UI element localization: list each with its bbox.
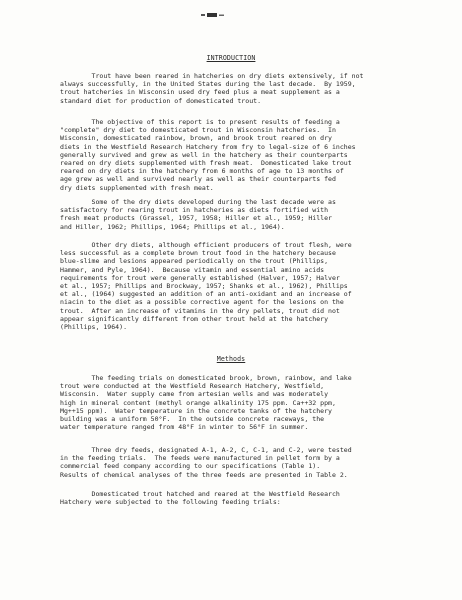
intro-paragraph-3: Some of the dry diets developed during the last decade were as satisfactory for rearing trout in hatcheries as diets fortified with fresh meat products (Grassel, 1957, 1958; Hiller et al., 1959; Hiller and Hiller, 1962; Phillips, 1964; Phillips et al., 1964). [60,198,336,231]
intro-paragraph-2: The objective of this report is to present results of feeding a "complete" dry diet to domesticated trout in Wisconsin hatcheries. In Wisconsin, domesticated rainbow, brown, and brook trout reared on dry diets in the Westfield Research Hatchery from fry to legal-size of 6 inches generally survived and grew as well in the hatchery as their counterparts reared on dry diets supplemented with fresh meat. Domesticated lake trout reared on dry diets in the hatchery from 6 months of age to 13 months of age grew as well and survived nearly as well as their counterparts fed dry diets supplemented with fresh meat. [60,118,356,192]
intro-paragraph-1: Trout have been reared in hatcheries on dry diets extensively, if not always successfully, in the United States during the last decade. By 1959, trout hatcheries in Wisconsin used dry feed plus a meat supplement as a standard diet for production of domesticated trout. [60,72,364,105]
methods-paragraph-2: Three dry feeds, designated A-1, A-2, C, C-1, and C-2, were tested in the feeding trials. The feeds were manufactured in pellet form by a commercial feed company according to our specifications (Table 1). Results of chemical analyses of the three feeds are presented in Table 2. [60,446,352,479]
ink-mark [200,12,226,18]
methods-paragraph-3: Domesticated trout hatched and reared at the Westfield Research Hatchery were subjected to the following feeding trials: [60,490,340,507]
introduction-heading: INTRODUCTION [206,54,256,62]
intro-paragraph-4: Other dry diets, although efficient producers of trout flesh, were less successful as a complete brown trout food in the hatchery because blue-slime and lesions appeared periodically on the trout (Phillips, Hammer, and Pyle, 1964). Because vitamin and essential amino acids requirements for trout were generally established (Halver, 1957; Halver et al., 1957; Phillips and Brockway, 1957; Shanks et al., 1962), Phillips et al., (1964) suggested an addition of an anti-oxidant and an increase of niacin to the diet as a possible corrective agent for the lesions on the trout. After an increase of vitamins in the dry pellets, trout did not appear significantly different from other trout held at the hatchery (Phillips, 1964). [60,241,352,332]
methods-paragraph-1: The feeding trials on domesticated brook, brown, rainbow, and lake trout were conducted at the Westfield Research Hatchery, Westfield, Wisconsin. Water supply came from artesian wells and was moderately high in mineral content (methyl orange alkalinity 175 ppm. Ca++32 ppm, Mg++15 ppm). Water temperature in the concrete tanks of the hatchery building was a uniform 50°F. In the outside concrete raceways, the water temperature ranged from 48°F in winter to 56°F in summer. [60,374,352,432]
methods-heading: Methods [216,355,246,363]
